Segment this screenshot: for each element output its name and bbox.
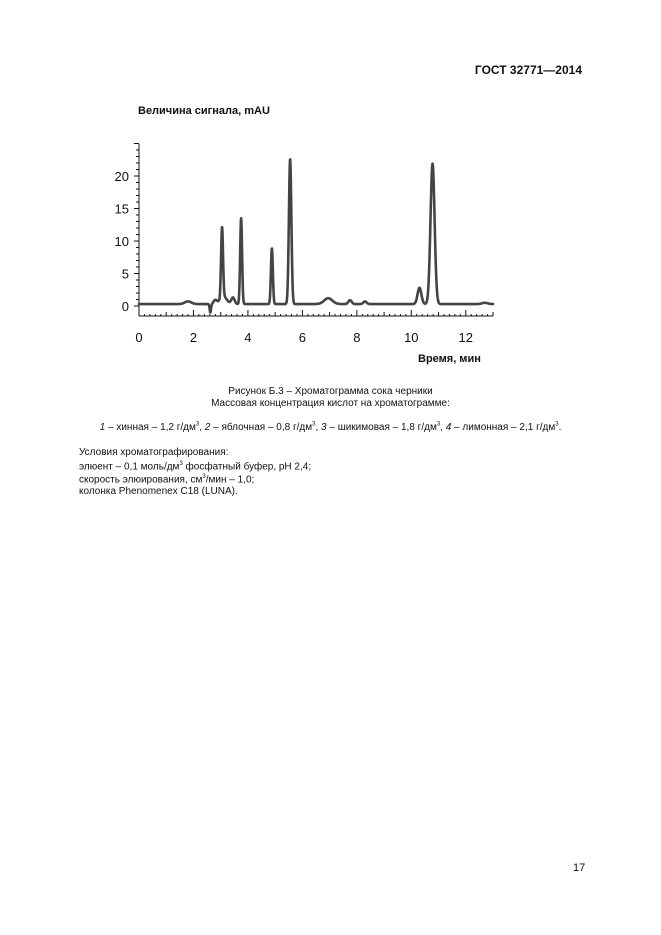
- y-tick-label: 0: [121, 299, 129, 314]
- conditions-rate: скорость элюирования, $см^3$/мин – 1,0;: [79, 474, 255, 486]
- x-tick-label: 2: [189, 330, 198, 345]
- y-tick-label: 10: [114, 234, 129, 249]
- legend-item: 2 – яблочная – 0,8 $г/дм^3$,: [204, 422, 322, 434]
- conditions-eluent: элюент – 0,1 моль/$дм^3$ фосфатный буфер, pH 2,4;: [79, 460, 312, 472]
- figure-caption: Рисунок Б.3 – Хроматограмма сока черники: [228, 386, 433, 397]
- x-tick-label: 6: [298, 330, 307, 345]
- conditions-block: [79, 447, 311, 498]
- peak-legend: [0, 422, 661, 433]
- x-tick-label: 0: [135, 330, 143, 345]
- legend-item: 3 – шикимовая – 1,8 $г/дм^3$,: [321, 422, 446, 434]
- x-tick-label: 10: [404, 330, 419, 345]
- y-tick-label: 15: [114, 201, 129, 217]
- page-number: 17: [573, 862, 586, 874]
- chromatogram-trace: [139, 159, 493, 312]
- y-tick-label: 5: [121, 266, 129, 282]
- y-tick-label: 20: [114, 169, 129, 184]
- x-tick-label: 4: [244, 330, 252, 345]
- x-axis-label: Время, мин: [418, 353, 481, 365]
- conditions-title: Условия хроматографирования:: [79, 447, 229, 458]
- x-tick-label: 12: [458, 330, 474, 345]
- y-axis-label: Величина сигнала, mAU: [138, 105, 270, 117]
- x-tick-label: 8: [353, 330, 361, 345]
- chromatogram-chart: [0, 0, 661, 360]
- legend-item: 1 – хинная – 1,2 $г/дм^3$,: [99, 422, 205, 434]
- document-code: ГОСТ 32771—2014: [474, 63, 582, 77]
- conditions-column: колонка Phenomenex C18 (LUNA).: [79, 486, 238, 498]
- figure-subcaption: Массовая концентрация кислот на хроматограмме:: [211, 398, 450, 409]
- legend-item: 4 – лимонная – 2,1 $г/дм^3$.: [445, 422, 562, 434]
